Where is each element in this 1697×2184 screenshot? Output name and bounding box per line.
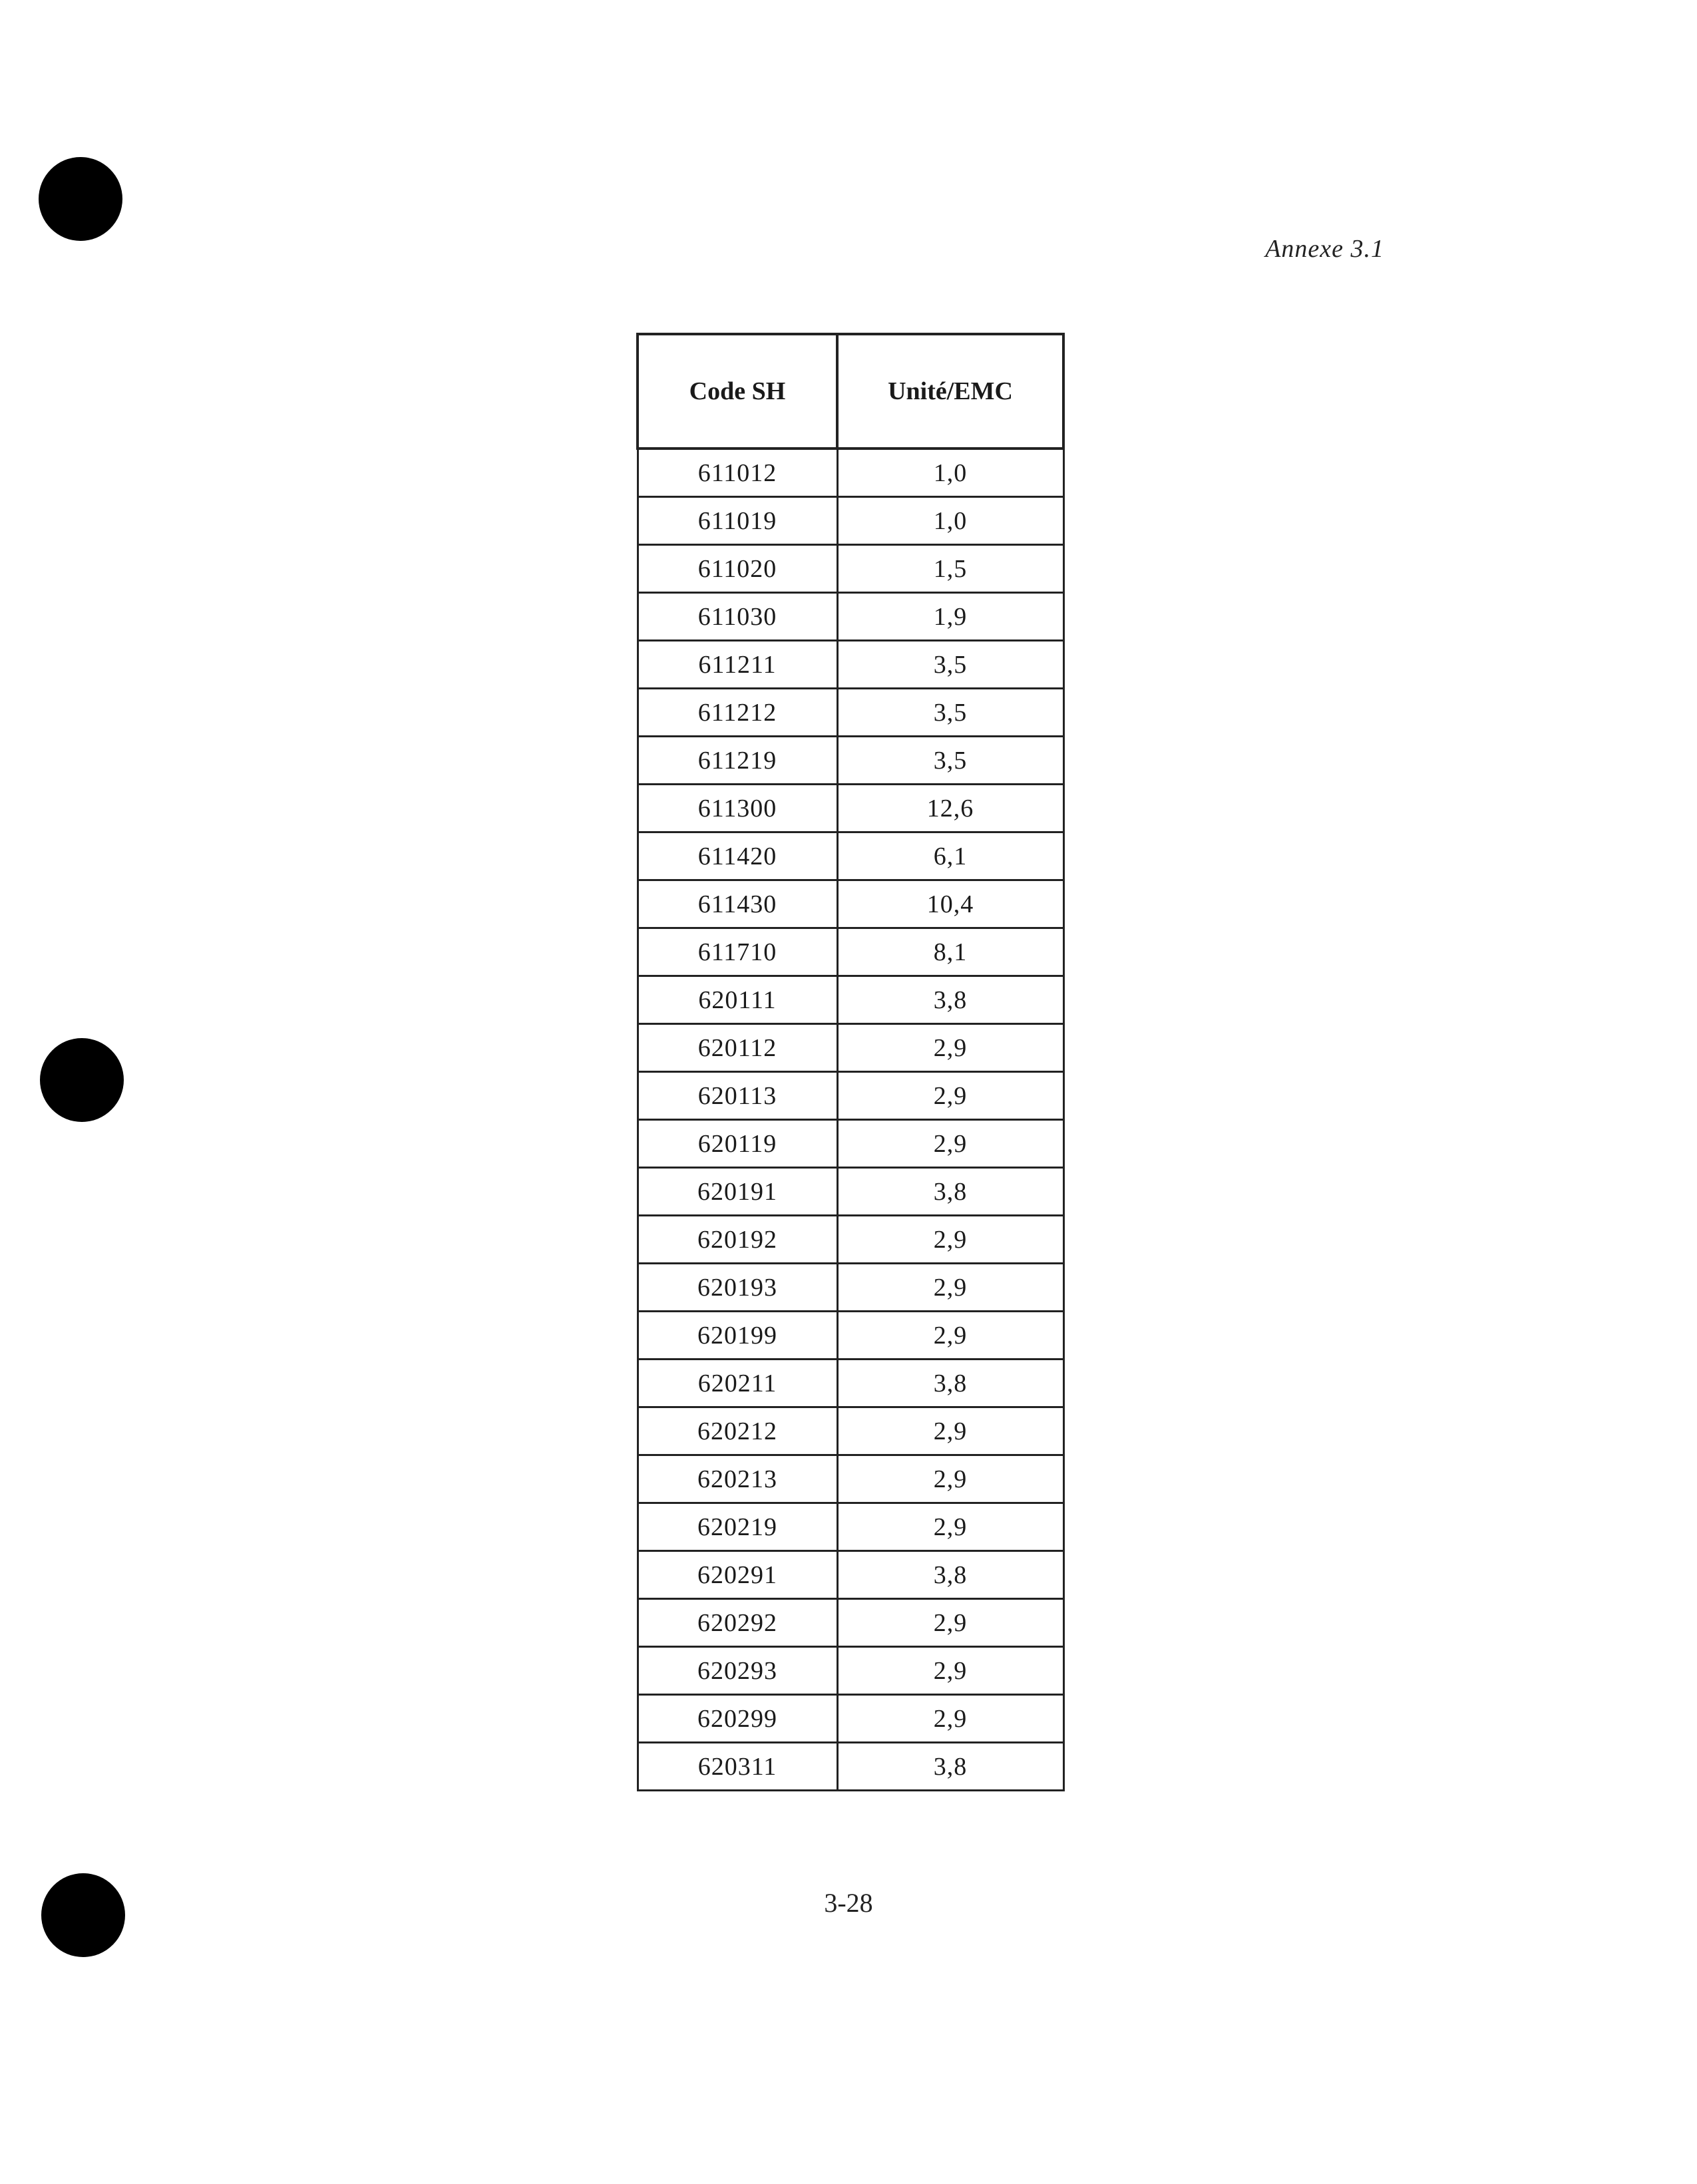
table-row [638,1695,1063,1743]
code-sh-cell: 620219 [638,1503,837,1551]
table-row [638,1743,1063,1791]
code-sh-cell: 611020 [638,545,837,593]
unit-emc-cell: 1,9 [837,593,1063,641]
table-row [638,545,1063,593]
unit-emc-cell: 3,8 [837,1743,1063,1791]
punch-hole-bottom [41,1873,125,1957]
code-sh-cell: 611219 [638,737,837,785]
unit-emc-cell: 2,9 [837,1312,1063,1360]
table-row [638,928,1063,976]
table-row [638,641,1063,689]
table-row [638,976,1063,1024]
column-header-unit: Unité/EMC [837,334,1063,449]
unit-emc-cell: 3,5 [837,641,1063,689]
code-sh-cell: 611012 [638,449,837,497]
table-row [638,1072,1063,1120]
unit-emc-cell: 12,6 [837,785,1063,832]
unit-emc-cell: 2,9 [837,1120,1063,1168]
code-sh-cell: 620111 [638,976,837,1024]
page-number: 3-28 [824,1888,873,1918]
column-header-code: Code SH [638,334,837,449]
table-row [638,785,1063,832]
unit-emc-cell: 2,9 [837,1455,1063,1503]
unit-emc-cell: 8,1 [837,928,1063,976]
table-row [638,1120,1063,1168]
code-sh-cell: 620192 [638,1216,837,1264]
table-row [638,1360,1063,1407]
table-body [638,449,1063,1791]
code-sh-cell: 620291 [638,1551,837,1599]
code-sh-cell: 611420 [638,832,837,880]
table-row [638,880,1063,928]
unit-emc-cell: 2,9 [837,1503,1063,1551]
punch-hole-top [39,157,122,241]
code-sh-cell: 611211 [638,641,837,689]
table-row [638,1551,1063,1599]
code-sh-cell: 620212 [638,1407,837,1455]
table-row [638,832,1063,880]
unit-emc-cell: 3,5 [837,689,1063,737]
unit-emc-cell: 1,0 [837,449,1063,497]
unit-emc-cell: 1,5 [837,545,1063,593]
unit-emc-cell: 3,8 [837,1168,1063,1216]
code-sh-cell: 620293 [638,1647,837,1695]
code-sh-cell: 620191 [638,1168,837,1216]
table-row [638,737,1063,785]
unit-emc-cell: 2,9 [837,1072,1063,1120]
code-sh-cell: 620193 [638,1264,837,1312]
table-row [638,1216,1063,1264]
code-sh-cell: 611300 [638,785,837,832]
unit-emc-cell: 3,8 [837,976,1063,1024]
table-row [638,1599,1063,1647]
code-sh-cell: 611030 [638,593,837,641]
code-sh-cell: 620211 [638,1360,837,1407]
code-sh-cell: 620292 [638,1599,837,1647]
code-sh-cell: 620199 [638,1312,837,1360]
table-row [638,1024,1063,1072]
table-row [638,689,1063,737]
code-sh-cell: 611710 [638,928,837,976]
table-row [638,1503,1063,1551]
code-sh-cell: 620119 [638,1120,837,1168]
code-sh-cell: 611019 [638,497,837,545]
unit-emc-cell: 6,1 [837,832,1063,880]
table-row [638,1312,1063,1360]
code-sh-cell: 611212 [638,689,837,737]
code-sh-cell: 611430 [638,880,837,928]
unit-emc-cell: 2,9 [837,1216,1063,1264]
unit-emc-cell: 2,9 [837,1599,1063,1647]
code-sh-cell: 620113 [638,1072,837,1120]
unit-emc-cell: 2,9 [837,1264,1063,1312]
table-row [638,449,1063,497]
punch-hole-middle [40,1038,124,1122]
unit-emc-cell: 3,5 [837,737,1063,785]
table-row [638,1407,1063,1455]
table-row [638,1455,1063,1503]
table-row [638,497,1063,545]
code-sh-cell: 620311 [638,1743,837,1791]
table-row [638,1264,1063,1312]
hs-code-table [636,333,1065,1791]
table-row [638,1168,1063,1216]
unit-emc-cell: 2,9 [837,1695,1063,1743]
unit-emc-cell: 10,4 [837,880,1063,928]
table-header-row [638,334,1063,449]
code-sh-cell: 620299 [638,1695,837,1743]
unit-emc-cell: 2,9 [837,1024,1063,1072]
unit-emc-cell: 3,8 [837,1360,1063,1407]
unit-emc-cell: 1,0 [837,497,1063,545]
unit-emc-cell: 3,8 [837,1551,1063,1599]
annex-label: Annexe 3.1 [1265,235,1384,263]
code-sh-cell: 620112 [638,1024,837,1072]
table-row [638,593,1063,641]
unit-emc-cell: 2,9 [837,1647,1063,1695]
table-row [638,1647,1063,1695]
unit-emc-cell: 2,9 [837,1407,1063,1455]
code-sh-cell: 620213 [638,1455,837,1503]
